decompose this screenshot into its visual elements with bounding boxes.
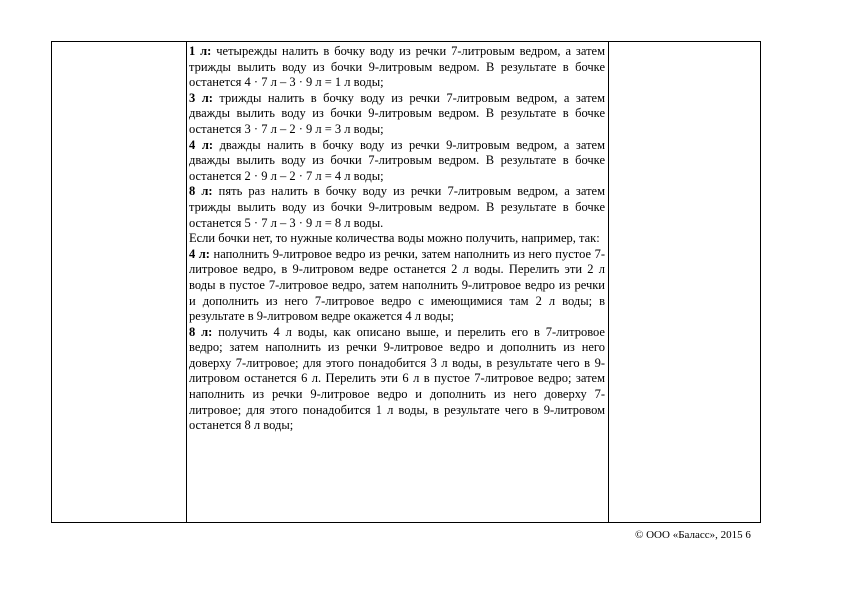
column-divider-left	[186, 42, 187, 522]
paragraph-8l: 8 л: пять раз налить в бочку воду из речки 7-литровым ведром, а затем трижды вылить воду из бочки 9-литровым ведром. В результате в бочке останется 5 · 7 л – 3 · 9 л = 8 л воды.	[189, 184, 605, 230]
paragraph-4l: 4 л: дважды налить в бочку воду из речки 9-литровым ведром, а затем дважды вылить воду из бочки 7-литровым ведром. В результате в бочке останется 2 · 9 л – 2 · 7 л = 4 л воды;	[189, 137, 605, 183]
column-divider-right	[608, 42, 609, 522]
content-table	[51, 41, 761, 523]
copyright-footer: © ООО «Баласс», 2015 6	[635, 529, 751, 541]
solution-cell	[189, 44, 605, 434]
paragraph-4l-buckets: 4 л: наполнить 9-литровое ведро из речки, затем наполнить из него пустое 7-литровое ведро, в 9-литровом ведре останется 2 л воды. Перелить эти 2 л воды в пустое 7-литровое ведро, затем наполнить 9-литровое ведро из речки и дополнить из него 7-литровое ведро с имеющимися там 2 л воды; в результате в 9-литровом ведре окажется 4 л воды;	[189, 246, 605, 324]
paragraph-8l-buckets: 8 л: получить 4 л воды, как описано выше, и перелить его в 7-литровое ведро; затем наполнить из речки 9-литровое ведро и дополнить из него доверху 7-литровое; для этого понадобится 3 л воды, в результате чего в 9-литровом останется 6 л. Перелить эти 6 л в пустое 7-литровое ведро; затем наполнить из речки 9-литровое ведро и дополнить из него доверху 7-литровое; для этого понадобится 1 л воды, в результате чего в 9-литровом останется 8 л воды;	[189, 324, 605, 433]
paragraph-3l: 3 л: трижды налить в бочку воду из речки 7-литровым ведром, а затем дважды вылить воду из бочки 9-литровым ведром. В результате в бочке останется 3 · 7 л – 2 · 9 л = 3 л воды;	[189, 90, 605, 136]
paragraph-1l: 1 л: четырежды налить в бочку воду из речки 7-литровым ведром, а затем трижды вылить воду из бочки 9-литровым ведром. В результате в бочке останется 4 · 7 л – 3 · 9 л = 1 л воды;	[189, 44, 605, 90]
paragraph-no-barrel: Если бочки нет, то нужные количества воды можно получить, например, так:	[189, 231, 600, 246]
